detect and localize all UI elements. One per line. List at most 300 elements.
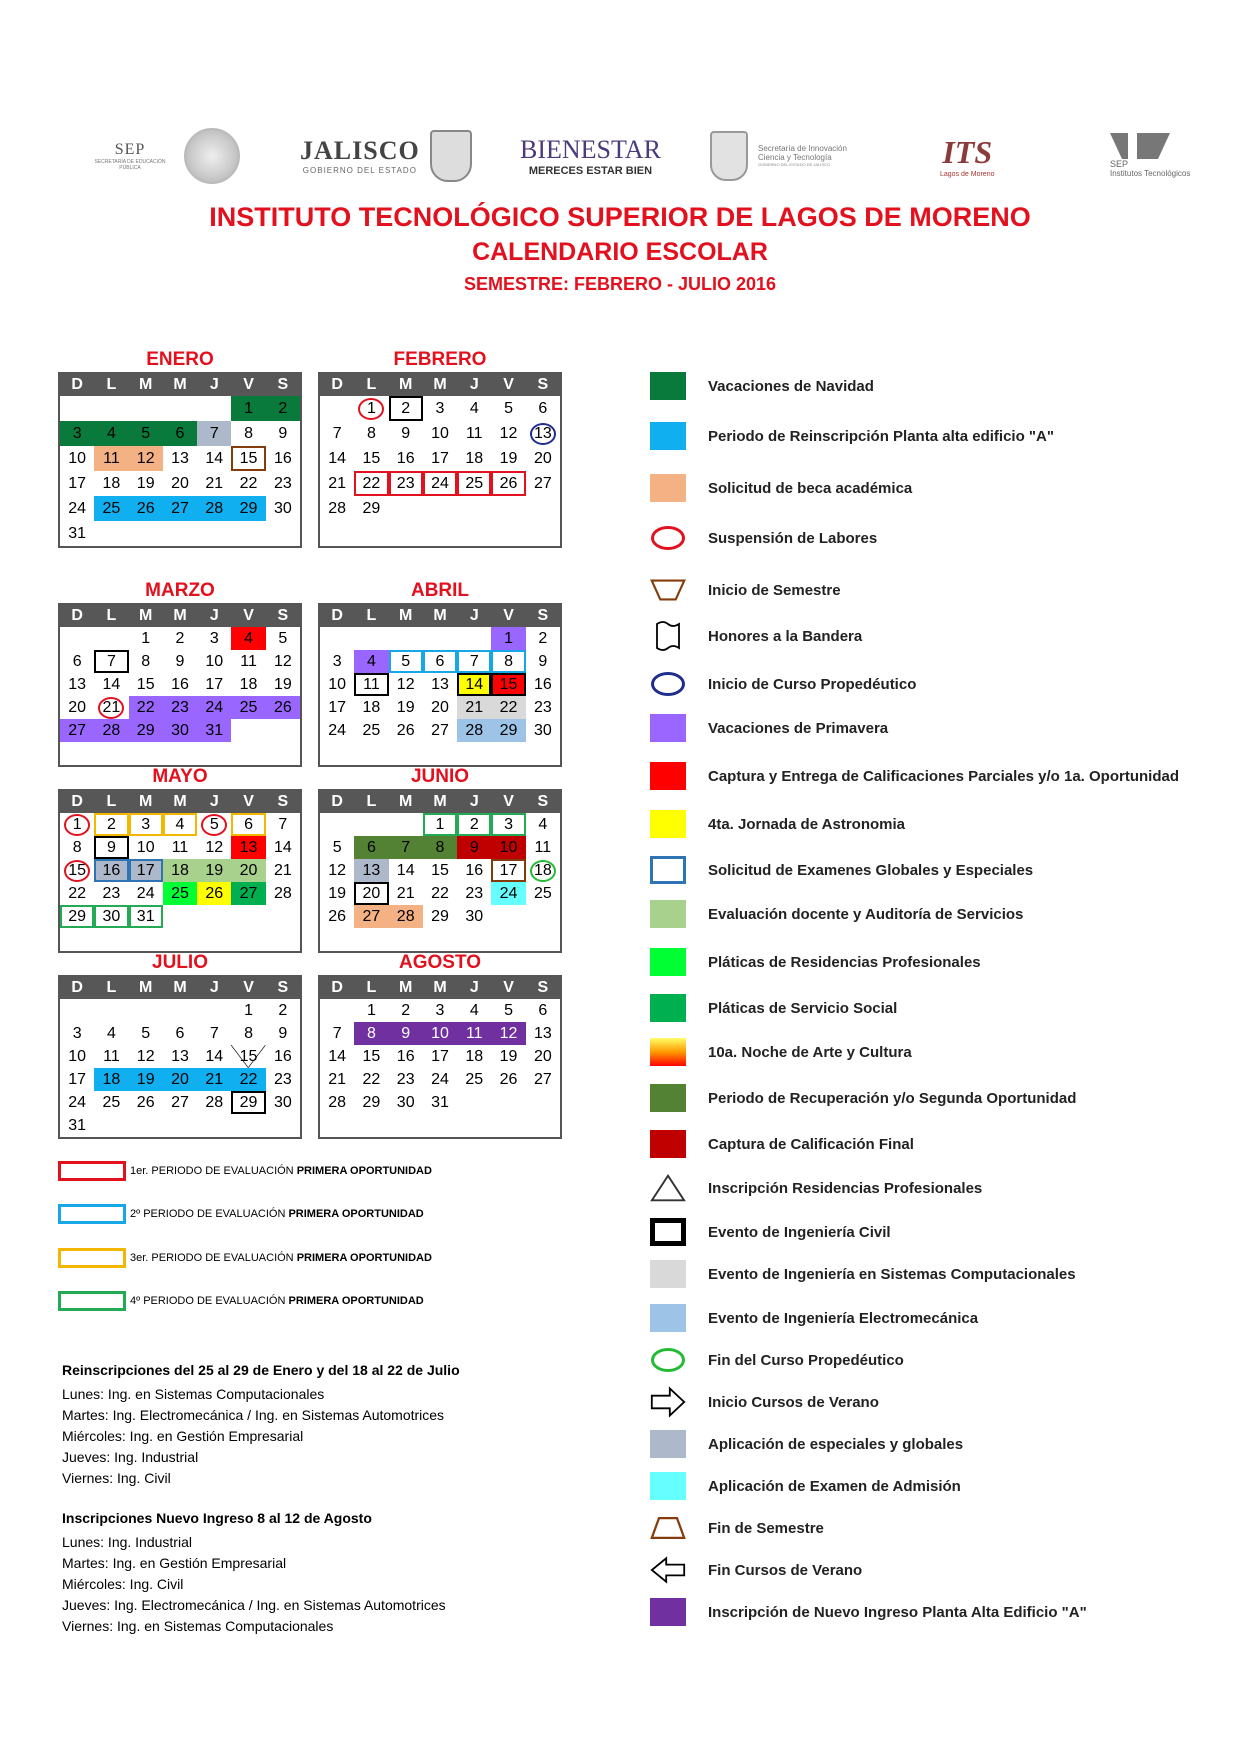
day-cell: 11 [534, 839, 552, 856]
day-cell: 31 [197, 719, 231, 742]
semester-subtitle: SEMESTRE: FEBRERO - JULIO 2016 [463, 274, 777, 294]
legend-label: Evaluación docente y Auditoría de Servicios [708, 905, 1024, 923]
day-cell: 21 [273, 862, 292, 879]
state-shield-icon [710, 131, 748, 181]
day-cell: 17 [328, 699, 347, 716]
inscripciones-line: Martes: Ing. en Gestión Empresarial [62, 1555, 287, 1571]
weekday-label: M [139, 607, 153, 624]
day-cell: 6 [72, 653, 82, 670]
empty-cell [197, 999, 231, 1022]
empty-cell [320, 1114, 354, 1137]
empty-cell [526, 521, 560, 546]
legend-item [650, 760, 1179, 792]
empty-cell [423, 627, 457, 650]
empty-cell [231, 521, 265, 546]
reinscripciones-section [62, 1362, 582, 1489]
day-cell: 8 [244, 425, 254, 442]
empty-cell [457, 521, 491, 546]
day-cell: 29 [362, 500, 381, 517]
legend-label: Captura de Calificación Final [708, 1135, 914, 1153]
jalisco-logo: JALISCO GOBIERNO DEL ESTADO [300, 108, 472, 203]
day-cell: 21 [328, 1071, 347, 1088]
day-cell: 17 [205, 676, 224, 693]
day-cell: 22 [491, 696, 525, 719]
legend-label: Inscripción Residencias Profesionales [708, 1179, 983, 1197]
day-cell: 10 [431, 425, 449, 442]
day-cell: 19 [197, 859, 231, 882]
calendar-marzo [58, 579, 302, 767]
empty-cell [94, 999, 128, 1022]
legend-label: Honores a la Bandera [708, 627, 863, 645]
weekday-label: S [537, 979, 549, 996]
inscripciones-line: Lunes: Ing. Industrial [62, 1534, 192, 1550]
empty-cell [231, 742, 265, 765]
weekday-label: M [433, 979, 447, 996]
day-cell: 19 [129, 1068, 163, 1091]
weekday-label: M [139, 979, 153, 996]
day-cell: 13 [171, 1048, 189, 1065]
weekday-label: J [469, 376, 479, 393]
empty-cell [231, 719, 265, 742]
day-cell: 9 [389, 1022, 423, 1045]
day-cell: 29 [129, 719, 163, 742]
calendar-table [318, 603, 562, 767]
box-outline-icon [650, 856, 686, 884]
mexico-seal-icon [184, 128, 240, 184]
day-cell: 20 [231, 859, 265, 882]
day-cell: 15 [231, 1045, 265, 1068]
day-cell: 13 [354, 859, 388, 882]
legend-label: 10a. Noche de Arte y Cultura [708, 1043, 912, 1061]
day-cell: 17 [68, 475, 87, 492]
day-cell: 25 [362, 722, 381, 739]
weekday-label: J [209, 607, 219, 624]
legend-item [650, 420, 1054, 452]
weekday-label: M [399, 979, 413, 996]
day-cell: 25 [533, 885, 552, 902]
legend-item [650, 898, 1023, 930]
day-cell: 4 [231, 627, 265, 650]
day-cell: 14 [205, 450, 224, 467]
day-cell: 16 [396, 450, 415, 467]
day-cell: 4 [94, 421, 128, 446]
day-cell: 14 [328, 1048, 347, 1065]
empty-cell [231, 905, 265, 928]
day-cell: 11 [457, 1022, 491, 1045]
empty-cell [526, 496, 560, 521]
color-swatch [650, 1304, 686, 1332]
weekday-label: J [209, 376, 219, 393]
day-cell: 12 [491, 1022, 525, 1045]
day-cell: 24 [431, 1071, 449, 1088]
legend-label: Inicio de Curso Propedéutico [708, 675, 917, 693]
empty-cell [266, 928, 300, 951]
day-cell: 28 [197, 496, 231, 521]
day-cell: 26 [396, 722, 415, 739]
legend-label: Evento de Ingeniería en Sistemas Computacionales [708, 1265, 1076, 1283]
institution-title: INSTITUTO TECNOLÓGICO SUPERIOR DE LAGOS DE MORENO [209, 202, 1031, 232]
color-swatch [650, 1430, 686, 1458]
day-cell: 2 [457, 813, 491, 836]
day-cell: 5 [389, 650, 423, 673]
day-cell: 28 [94, 719, 128, 742]
day-cell: 19 [499, 450, 518, 467]
day-cell: 18 [102, 475, 121, 492]
day-cell: 8 [366, 425, 376, 442]
day-cell: 25 [465, 1071, 484, 1088]
day-cell: 11 [94, 446, 128, 471]
flag-icon [650, 622, 686, 650]
day-cell: 8 [244, 1025, 254, 1042]
weekday-label: M [433, 793, 447, 810]
day-cell: 30 [465, 908, 484, 925]
calendar-table [318, 372, 562, 548]
empty-cell [60, 396, 94, 421]
weekday-label: L [366, 376, 377, 393]
color-swatch [650, 1084, 686, 1112]
day-cell: 21 [94, 696, 128, 719]
day-cell: 23 [273, 475, 292, 492]
legend-item [650, 1172, 982, 1204]
weekday-label: L [366, 793, 377, 810]
day-cell: 8 [141, 653, 151, 670]
day-cell: 23 [465, 885, 484, 902]
empty-cell [266, 742, 300, 765]
legend-item [650, 1596, 1087, 1628]
empty-cell [526, 928, 560, 951]
day-cell: 27 [354, 905, 388, 928]
day-cell: 2 [526, 627, 560, 650]
legend-item [650, 668, 916, 700]
weekday-header [320, 791, 560, 813]
weekday-label: M [173, 607, 187, 624]
day-cell: 5 [332, 839, 342, 856]
day-cell: 26 [328, 908, 347, 925]
period-3-text: 3er. PERIODO DE EVALUACIÓN [130, 1252, 294, 1264]
day-cell: 5 [197, 813, 231, 836]
day-cell: 11 [103, 1048, 120, 1065]
month-name: ENERO [146, 349, 214, 370]
day-cell: 3 [435, 400, 445, 417]
empty-cell [423, 1114, 457, 1137]
weekday-label: D [71, 607, 83, 624]
empty-cell [197, 396, 231, 421]
calendar-mayo [58, 765, 302, 953]
day-cell: 16 [396, 1048, 415, 1065]
day-cell: 11 [171, 839, 189, 856]
day-cell: 9 [175, 653, 185, 670]
day-cell: 2 [94, 813, 128, 836]
day-grid [60, 999, 300, 1137]
day-cell: 10 [205, 653, 224, 670]
legend-item [650, 1554, 862, 1586]
empty-cell [491, 928, 525, 951]
empty-cell [197, 928, 231, 951]
color-swatch [650, 1260, 686, 1288]
day-cell: 31 [431, 1094, 449, 1111]
day-cell: 22 [239, 475, 258, 492]
day-cell: 28 [328, 500, 347, 517]
empty-cell [94, 627, 128, 650]
legend-item [650, 1216, 891, 1248]
empty-cell [491, 905, 525, 928]
day-cell: 31 [129, 905, 163, 928]
day-cell: 6 [423, 650, 457, 673]
day-cell: 7 [457, 650, 491, 673]
empty-cell [94, 396, 128, 421]
empty-cell [94, 1114, 128, 1137]
day-cell: 18 [362, 699, 381, 716]
day-cell: 19 [136, 475, 155, 492]
day-cell: 24 [68, 1094, 87, 1111]
day-cell: 24 [68, 500, 87, 517]
empty-cell [94, 521, 128, 546]
empty-cell [491, 496, 525, 521]
day-cell: 13 [171, 450, 189, 467]
day-cell: 6 [354, 836, 388, 859]
day-cell: 5 [504, 1002, 514, 1019]
day-cell: 2 [175, 630, 185, 647]
day-cell: 25 [457, 471, 491, 496]
empty-cell [320, 396, 354, 421]
empty-cell [163, 999, 197, 1022]
day-cell: 7 [389, 836, 423, 859]
empty-cell [129, 396, 163, 421]
day-cell: 10 [491, 836, 525, 859]
day-cell: 22 [231, 1068, 265, 1091]
color-swatch [650, 762, 686, 790]
day-cell: 4 [538, 816, 548, 833]
weekday-label: J [209, 793, 219, 810]
weekday-label: M [173, 376, 187, 393]
logo-bar [70, 108, 1230, 203]
legend-item [650, 522, 877, 554]
empty-cell [129, 742, 163, 765]
day-cell: 22 [129, 696, 163, 719]
legend-label: Inscripción de Nuevo Ingreso Planta Alta Edificio "A" [708, 1603, 1087, 1621]
day-cell: 9 [401, 425, 411, 442]
day-cell: 7 [94, 650, 128, 673]
legend-label: Evento de Ingeniería Civil [708, 1223, 891, 1241]
empty-cell [423, 742, 457, 765]
weekday-header [320, 374, 560, 396]
day-cell: 3 [491, 813, 525, 836]
day-cell: 20 [171, 475, 189, 492]
day-cell: 30 [533, 722, 552, 739]
weekday-label: J [209, 979, 219, 996]
legend-item [650, 1128, 914, 1160]
empty-cell [354, 521, 388, 546]
sep-logo: SEP SECRETARÍA DE EDUCACIÓN PÚBLICA [90, 108, 240, 203]
day-cell: 21 [457, 696, 491, 719]
empty-cell [457, 627, 491, 650]
day-cell: 8 [354, 1022, 388, 1045]
empty-cell [423, 521, 457, 546]
day-cell: 25 [102, 1094, 121, 1111]
color-swatch [650, 422, 686, 450]
empty-cell [457, 742, 491, 765]
day-cell: 9 [278, 425, 288, 442]
calendar-table [318, 975, 562, 1139]
legend-item [650, 1428, 963, 1460]
legend-item [650, 808, 905, 840]
empty-cell [423, 928, 457, 951]
day-grid [60, 813, 300, 951]
day-cell: 25 [163, 882, 197, 905]
circle-icon [650, 1346, 686, 1374]
legend-item [650, 1036, 912, 1068]
weekday-label: S [277, 607, 289, 624]
day-cell: 30 [273, 1094, 292, 1111]
weekday-header [320, 977, 560, 999]
day-cell: 28 [457, 719, 491, 742]
period-4-bold: PRIMERA OPORTUNIDAD [288, 1295, 424, 1307]
color-swatch [650, 474, 686, 502]
month-name: MAYO [152, 766, 208, 787]
day-cell: 12 [136, 1048, 155, 1065]
day-cell: 10 [423, 1022, 457, 1045]
calendar-title: CALENDARIO ESCOLAR [472, 238, 768, 266]
empty-cell [266, 1114, 300, 1137]
empty-cell [526, 742, 560, 765]
day-cell: 16 [94, 859, 128, 882]
its-lagos-logo: ITS Lagos de Moreno [940, 133, 995, 178]
period-1-text: 1er. PERIODO DE EVALUACIÓN [130, 1165, 294, 1177]
day-cell: 14 [205, 1048, 224, 1065]
day-cell: 8 [491, 650, 525, 673]
day-cell: 23 [102, 885, 121, 902]
day-cell: 15 [60, 859, 94, 882]
empty-cell [320, 521, 354, 546]
weekday-label: D [331, 607, 343, 624]
day-cell: 5 [278, 630, 288, 647]
weekday-label: J [469, 979, 479, 996]
day-cell: 6 [538, 1002, 548, 1019]
period-1-key [58, 1158, 432, 1184]
day-cell: 15 [362, 1048, 381, 1065]
empty-cell [389, 521, 423, 546]
weekday-label: M [399, 793, 413, 810]
day-cell: 26 [491, 471, 525, 496]
day-cell: 4 [163, 813, 197, 836]
day-cell: 13 [431, 676, 449, 693]
day-cell: 11 [354, 673, 388, 696]
day-cell: 26 [499, 1071, 518, 1088]
day-cell: 9 [457, 836, 491, 859]
day-cell: 30 [163, 719, 197, 742]
legend-label: Vacaciones de Primavera [708, 719, 889, 737]
calendar-table [58, 789, 302, 953]
weekday-label: D [331, 376, 343, 393]
empty-cell [266, 719, 300, 742]
day-cell: 3 [129, 813, 163, 836]
day-cell: 27 [163, 496, 197, 521]
day-cell: 16 [273, 1048, 292, 1065]
day-cell: 14 [273, 839, 292, 856]
reinscripciones-line: Viernes: Ing. Civil [62, 1470, 171, 1486]
day-cell: 24 [328, 722, 347, 739]
color-swatch [650, 1130, 686, 1158]
weekday-label: V [503, 607, 514, 624]
day-cell: 19 [273, 676, 292, 693]
empty-cell [231, 1114, 265, 1137]
legend-label: Periodo de Recuperación y/o Segunda Oportunidad [708, 1089, 1077, 1107]
legend-item [650, 574, 841, 606]
day-cell: 17 [431, 450, 449, 467]
empty-cell [423, 496, 457, 521]
empty-cell [491, 742, 525, 765]
period-1-swatch [58, 1161, 126, 1181]
month-name: ABRIL [410, 580, 470, 601]
legend-label: Solicitud de beca académica [708, 479, 913, 497]
tecnologicos-emblem-icon [1110, 133, 1170, 159]
weekday-label: V [503, 793, 514, 810]
day-cell: 27 [431, 722, 449, 739]
day-cell: 15 [491, 673, 525, 696]
period-3-swatch [58, 1248, 126, 1268]
reinscripciones-line: Jueves: Ing. Industrial [62, 1449, 199, 1465]
day-cell: 19 [396, 699, 415, 716]
weekday-label: S [277, 376, 289, 393]
weekday-label: D [71, 793, 83, 810]
day-cell: 2 [266, 396, 300, 421]
day-grid [320, 627, 560, 765]
inscripciones-title: Inscripciones Nuevo Ingreso 8 al 12 de Agosto [62, 1510, 372, 1526]
empty-cell [491, 521, 525, 546]
day-cell: 15 [231, 446, 265, 471]
day-cell: 17 [68, 1071, 87, 1088]
weekday-label: L [106, 607, 117, 624]
legend-label: 4ta. Jornada de Astronomia [708, 815, 905, 833]
calendar-febrero [318, 348, 562, 548]
weekday-label: V [503, 979, 514, 996]
calendar-table [58, 603, 302, 767]
tecnologicos-logo: SEP Institutos Tecnológicos [1110, 108, 1190, 203]
weekday-label: L [366, 607, 377, 624]
day-cell: 11 [465, 425, 483, 442]
day-cell: 7 [197, 421, 231, 446]
empty-cell [457, 1091, 491, 1114]
day-cell: 18 [163, 859, 197, 882]
color-swatch [650, 994, 686, 1022]
day-cell: 5 [504, 400, 514, 417]
reinscripciones-line: Lunes: Ing. en Sistemas Computacionales [62, 1386, 325, 1402]
day-cell: 22 [68, 885, 87, 902]
day-cell: 28 [328, 1094, 347, 1111]
day-cell: 21 [205, 475, 224, 492]
legend-label: Fin Cursos de Verano [708, 1561, 863, 1579]
day-cell: 17 [431, 1048, 449, 1065]
day-cell: 20 [533, 1048, 552, 1065]
empty-cell [389, 496, 423, 521]
arrow-left-icon [650, 1556, 686, 1584]
empty-cell [354, 742, 388, 765]
legend-item [650, 1258, 1076, 1290]
weekday-label: J [469, 793, 479, 810]
weekday-label: D [331, 979, 343, 996]
legend-item [650, 1302, 978, 1334]
day-cell: 6 [538, 400, 548, 417]
day-cell: 14 [396, 862, 415, 879]
empty-cell [457, 928, 491, 951]
weekday-label: L [106, 376, 117, 393]
legend-item [650, 854, 1033, 886]
legend-label: Pláticas de Residencias Profesionales [708, 953, 981, 971]
day-cell: 23 [163, 696, 197, 719]
day-cell: 10 [68, 1048, 87, 1065]
inscripciones-line: Miércoles: Ing. Civil [62, 1576, 184, 1592]
legend-label: Evento de Ingeniería Electromecánica [708, 1309, 979, 1327]
